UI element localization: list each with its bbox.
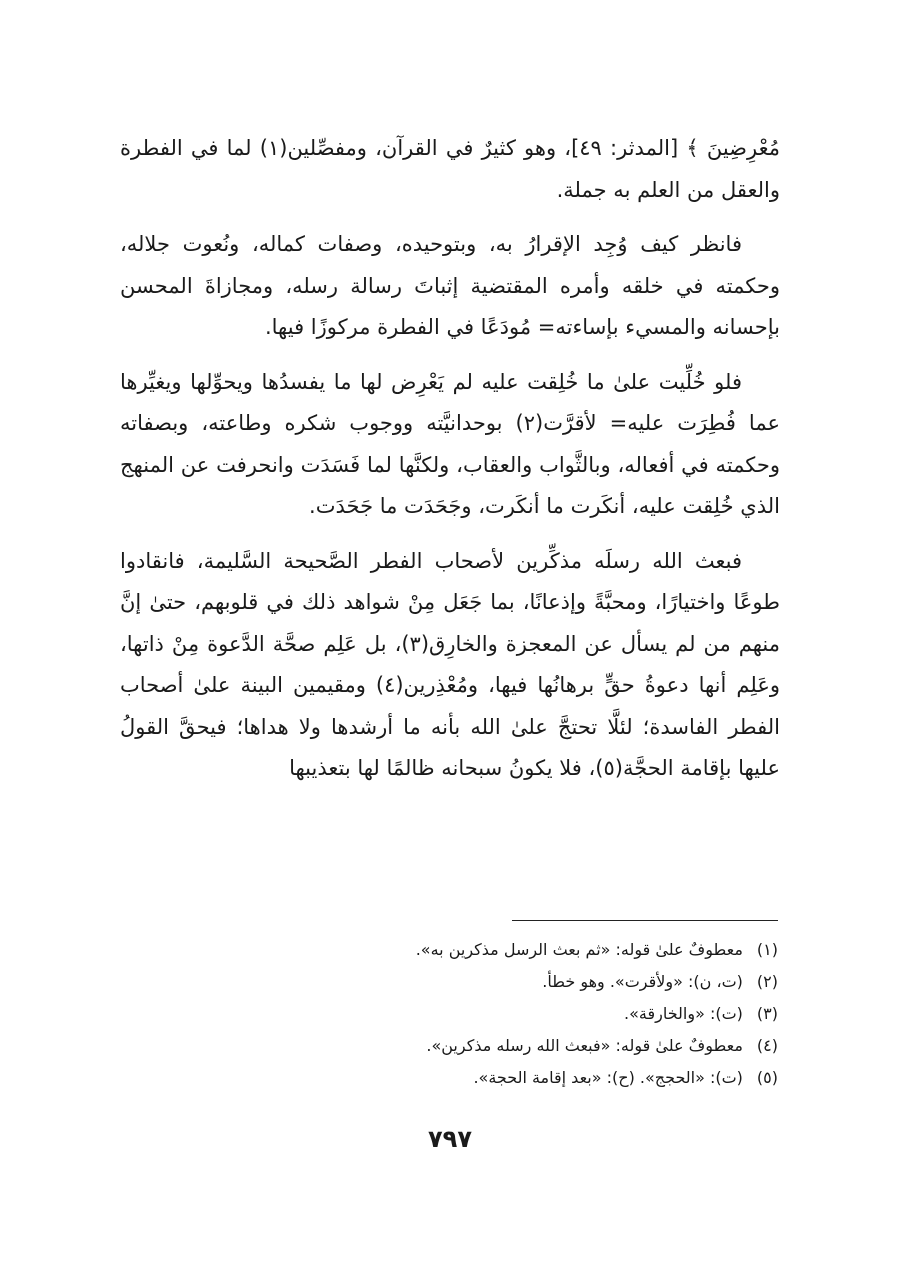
paragraph-1: مُعْرِضِينَ ﴾ [المدثر: ٤٩]، وهو كثيرٌ في القرآن، ومفصِّلين(١) لما في الفطرة والعقل من العلم به جملة. <box>120 136 780 202</box>
footnote-2 <box>120 966 778 998</box>
paragraph-4: فبعث الله رسلَه مذكِّرين لأصحاب الفطر الصَّحيحة السَّليمة، فانقادوا طوعًا واختيارًا، ومحبَّةً وإذعانًا، بما جَعَل مِنْ شواهد ذلك في قلوبهم، حتىٰ إنَّ منهم من لم يسأل عن المعجزة والخارِق(٣)، بل عَلِم صحَّة الدَّعوة مِنْ ذاتها، وعَلِم أنها دعوةُ حقٍّ برهانُها فيها، ومُعْذِرين(٤) ومقيمين البينة علىٰ أصحاب الفطر الفاسدة؛ لئلَّا تحتجَّ علىٰ الله بأنه ما أرشدها ولا هداها؛ فيحقَّ القولُ عليها بإقامة الحجَّة(٥)، فلا يكونُ سبحانه ظالمًا لها بتعذيبها <box>120 548 780 780</box>
footnote-5 <box>120 1062 778 1094</box>
footnote-text: معطوفٌ علىٰ قوله: «فبعث الله رسله مذكرين». <box>426 1036 743 1055</box>
footnote-number: (٢) <box>756 972 778 991</box>
paragraph-3: فلو خُلِّيت علىٰ ما خُلِقت عليه لم يَعْرِض لها ما يفسدُها ويحوِّلها ويغيِّرها عما فُطِرَت عليه= لأقرَّت(٢) بوحدانيَّته ووجوب شكره وطاعته، وبصفاته وحكمته في أفعاله، وبالثَّواب والعقاب، ولكنَّها لما فَسَدَت وانحرفت عن المنهج الذي خُلِقت عليه، أنكَرت ما أنكَرت، وجَحَدَت ما جَحَدَت. <box>120 369 780 518</box>
footnote-4 <box>120 1030 778 1062</box>
footnote-number: (٥) <box>756 1068 778 1087</box>
page-number: ٧٩٧ <box>428 1125 472 1153</box>
footnote-1 <box>120 934 778 966</box>
footnote-divider <box>512 920 778 921</box>
footnote-number: (٤) <box>756 1036 778 1055</box>
footnote-text: (ت): «الحجج». (ح): «بعد إقامة الحجة». <box>473 1068 743 1087</box>
footnote-number: (٣) <box>756 1004 778 1023</box>
footnote-number: (١) <box>756 940 778 959</box>
footnote-text: معطوفٌ علىٰ قوله: «ثم بعث الرسل مذكرين به». <box>415 940 743 959</box>
footnote-text: (ت): «والخارقة». <box>624 1004 743 1023</box>
main-text <box>120 128 780 803</box>
footnotes <box>120 934 778 1094</box>
paragraph-2: فانظر كيف وُجِد الإقرارُ به، وبتوحيده، وصفات كماله، ونُعوت جلاله، وحكمته في خلقه وأمره المقتضية إثباتَ رسالة رسله، ومجازاةَ المحسن بإحسانه والمسيء بإساءته= مُودَعًا في الفطرة مركوزًا فيها. <box>120 232 780 339</box>
footnote-text: (ت، ن): «ولأقرت». وهو خطأ. <box>542 972 743 991</box>
footnote-3 <box>120 998 778 1030</box>
